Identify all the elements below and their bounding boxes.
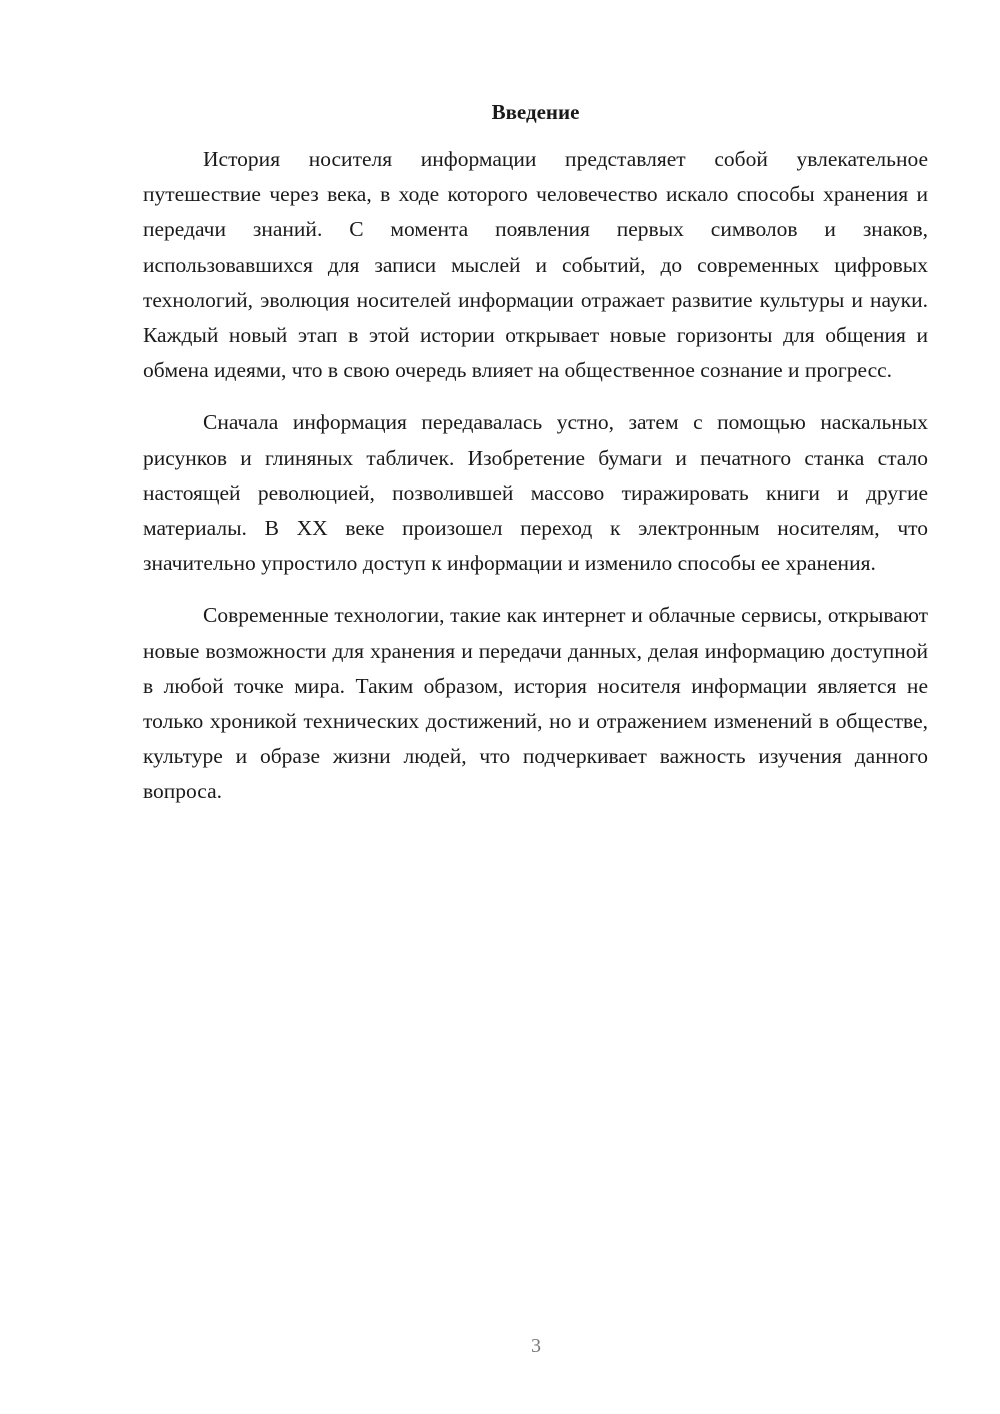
paragraph-1: История носителя информации представляет собой увлекательное путешествие через века, в ходе которого человечество искало способы хранения и передачи знаний. С момента появления первых символов и знаков, использовавшихся для записи мыслей и событий, до современных цифровых технологий, эволюция носителей информации отражает развитие культуры и науки. Каждый новый этап в этой истории открывает новые горизонты для общения и обмена идеями, что в свою очередь влияет на общественное сознание и прогресс. [143, 147, 928, 383]
paragraph-2: Сначала информация передавалась устно, затем с помощью наскальных рисунков и глиняных табличек. Изобретение бумаги и печатного станка стало настоящей революцией, позволившей массово тиражировать книги и другие материалы. В XX веке произошел переход к электронным носителям, что значительно упростило доступ к информации и изменило способы ее хранения. [143, 410, 928, 576]
section-heading: Введение [491, 100, 580, 124]
body-text [143, 142, 928, 827]
paragraph-3: Современные технологии, такие как интернет и облачные сервисы, открывают новые возможности для хранения и передачи данных, делая информацию доступной в любой точке мира. Таким образом, история носителя информации является не только хроникой технических достижений, но и отражением изменений в обществе, культуре и образе жизни людей, что подчеркивает важность изучения данного вопроса. [143, 603, 928, 804]
page-number: 3 [531, 1335, 541, 1357]
